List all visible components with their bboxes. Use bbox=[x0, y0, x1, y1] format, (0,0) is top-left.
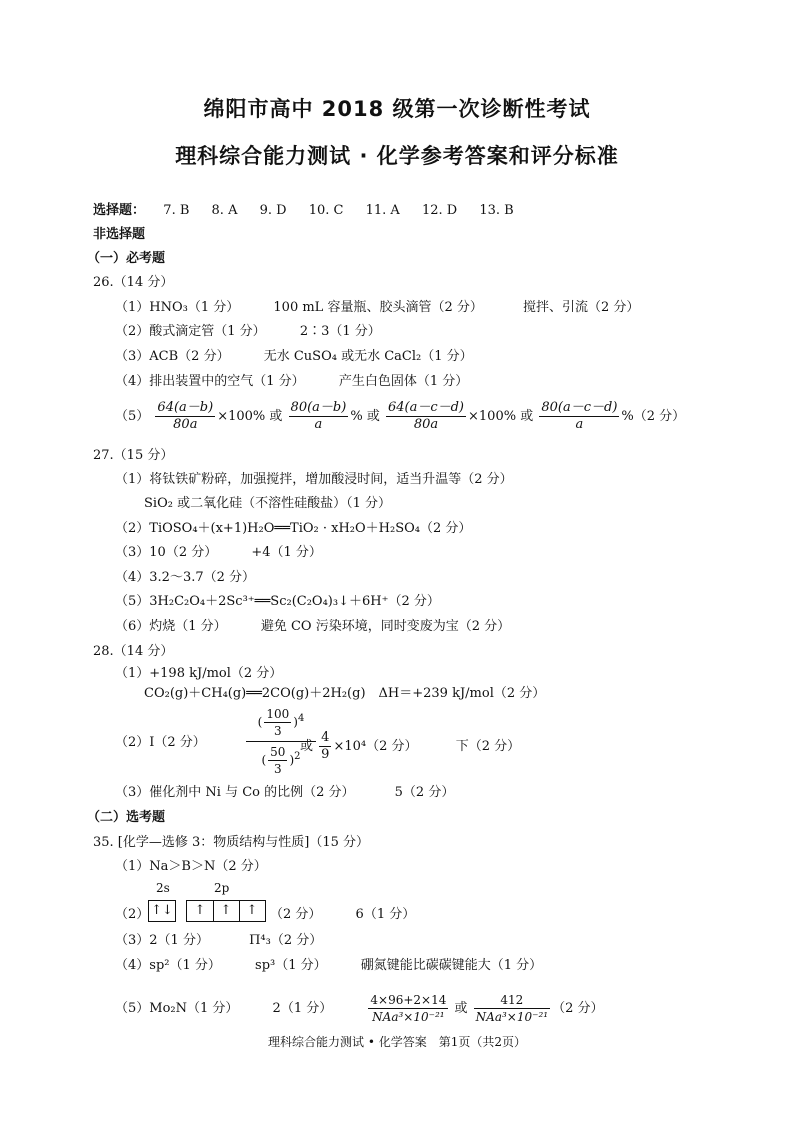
formula-fraction: $\frac{412}{\text{NAa³×10⁻²¹}}$ bbox=[475, 993, 549, 1024]
section-heading: （一）必考题 bbox=[87, 251, 166, 266]
answer-text: 2∶3（1 分） bbox=[299, 324, 381, 339]
orbital-2p-box: ↑ ↑ ↑ bbox=[186, 900, 266, 922]
answer-text: Π⁴₃（2 分） bbox=[249, 933, 323, 948]
mcq-answer: 8. A bbox=[211, 203, 238, 218]
answer-line-formulas: （5） $\frac{64(a-b)}{80a}$ ×100% 或 $\frac{80(a-b)}{a}$ % 或 $\frac{64(a-c-d)}{80a}$ ×100% 或 $\frac{80(a-c-d)}{a}$ %（2 分） bbox=[115, 400, 686, 432]
answer-line: 或 $\frac{4}{9}$ ×10⁴（2 分） 下（2 分） bbox=[300, 730, 521, 762]
answer-text: 下（2 分） bbox=[455, 739, 521, 754]
answer-text: （2 分） bbox=[270, 907, 322, 922]
question-heading: 26.（14 分） bbox=[93, 275, 174, 290]
answer-line bbox=[270, 906, 415, 924]
answer-line bbox=[115, 932, 322, 950]
answer-line bbox=[115, 299, 639, 317]
answer-line: （1）将钛铁矿粉碎，加强搅拌，增加酸浸时间，适当升温等（2 分） bbox=[115, 472, 513, 487]
answer-line bbox=[115, 784, 454, 802]
answer-text: （3）ACB（2 分） bbox=[115, 349, 230, 364]
answer-line bbox=[115, 957, 542, 975]
formula-fraction: $\frac{64(a-c-d)}{80a}$ bbox=[387, 400, 465, 432]
answer-text: 2（1 分） bbox=[272, 1001, 333, 1016]
formula-fraction: $\frac{80(a-c-d)}{a}$ bbox=[541, 400, 618, 432]
answer-line: CO₂(g)＋CH₄(g)══2CO(g)＋2H₂(g) ΔH＝+239 kJ/mol（2 分） bbox=[144, 686, 546, 701]
answer-text: （2）酸式滴定管（1 分） bbox=[115, 324, 266, 339]
answer-text: （5）Mo₂N（1 分） bbox=[115, 1001, 239, 1016]
answer-text: （3）2（1 分） bbox=[115, 933, 209, 948]
answer-line: （5）Mo₂N（1 分） 2（1 分） $\frac{4\times 96+2\times 14}{\text{NAa³×10⁻²¹}}$ 或 $\frac{412}{\text{NAa³×10⁻²¹}}$ （2 分） bbox=[115, 993, 604, 1024]
question-heading: 35. [化学—选修 3：物质结构与性质]（15 分） bbox=[93, 835, 370, 850]
answer-text: （5） bbox=[115, 409, 150, 424]
page-subtitle: 理科综合能力测试 · 化学参考答案和评分标准 bbox=[175, 144, 619, 168]
mcq-answer: 13. B bbox=[479, 203, 514, 218]
answer-line bbox=[115, 348, 473, 366]
mcq-label: 选择题： bbox=[93, 203, 146, 218]
answer-text: +4（1 分） bbox=[251, 545, 322, 560]
page-footer: 理科综合能力测试 • 化学答案 第1页（共2页） bbox=[268, 1035, 526, 1049]
answer-text: 避免 CO 污染环境，同时变废为宝（2 分） bbox=[260, 619, 511, 634]
answer-text: （6）灼烧（1 分） bbox=[115, 619, 227, 634]
mcq-answer: 10. C bbox=[308, 203, 344, 218]
answer-line: （2）TiOSO₄＋(x+1)H₂O══TiO₂ · xH₂O＋H₂SO₄（2 分） bbox=[115, 521, 472, 536]
answer-line bbox=[115, 544, 322, 562]
answer-text: （4）sp²（1 分） bbox=[115, 958, 221, 973]
answer-text: 6（1 分） bbox=[355, 907, 416, 922]
answer-text: sp³（1 分） bbox=[255, 958, 327, 973]
answer-text: （4）排出装置中的空气（1 分） bbox=[115, 374, 305, 389]
answer-line: （1）Na＞B＞N（2 分） bbox=[115, 859, 267, 874]
answer-text: 硼氮键能比碳碳键能大（1 分） bbox=[360, 958, 543, 973]
kp-expression: ( $\frac{100}{3}$ )$^4$ ( $\frac{50}{3}$ )$^2$ bbox=[246, 706, 316, 777]
section-heading: 非选择题 bbox=[93, 227, 146, 242]
mcq-answer: 12. D bbox=[421, 203, 458, 218]
answer-line: （1）+198 kJ/mol（2 分） bbox=[115, 666, 283, 681]
answer-line: （5）3H₂C₂O₄＋2Sc³⁺══Sc₂(C₂O₄)₃↓＋6H⁺（2 分） bbox=[115, 594, 440, 609]
answer-line bbox=[115, 323, 381, 341]
answer-line: SiO₂ 或二氧化硅（不溶性硅酸盐）（1 分） bbox=[144, 496, 391, 511]
question-heading: 28.（14 分） bbox=[93, 644, 174, 659]
answer-text: 5（2 分） bbox=[394, 785, 455, 800]
mcq-answer: 7. B bbox=[163, 203, 190, 218]
answer-text: 产生白色固体（1 分） bbox=[338, 374, 469, 389]
answer-line bbox=[115, 618, 510, 636]
orbital-2s-box: ↑↓ bbox=[148, 900, 176, 922]
orbital-label-2s: 2s bbox=[156, 881, 170, 895]
section-heading: （二）选考题 bbox=[87, 810, 166, 825]
orbital-label-2p: 2p bbox=[214, 881, 230, 895]
answer-text: 搅拌、引流（2 分） bbox=[523, 300, 640, 315]
question-heading: 27.（15 分） bbox=[93, 448, 174, 463]
answer-text: （3）10（2 分） bbox=[115, 545, 218, 560]
formula-fraction: $\frac{64(a-b)}{80a}$ bbox=[157, 400, 214, 432]
answer-text: （1）HNO₃（1 分） bbox=[115, 300, 240, 315]
formula-fraction: $\frac{4\times 96+2\times 14}{\text{NAa³×10⁻²¹}}$ bbox=[370, 993, 447, 1024]
mcq-answer: 11. A bbox=[365, 203, 400, 218]
answer-line bbox=[115, 373, 468, 391]
answer-text: （2）I（2 分） bbox=[115, 735, 206, 750]
mcq-answer: 9. D bbox=[259, 203, 287, 218]
answer-text: 100 mL 容量瓶、胶头滴管（2 分） bbox=[273, 300, 483, 315]
answer-text: （3）催化剂中 Ni 与 Co 的比例（2 分） bbox=[115, 785, 355, 800]
formula-fraction: $\frac{80(a-b)}{a}$ bbox=[290, 400, 347, 432]
answer-text: 无水 CuSO₄ 或无水 CaCl₂（1 分） bbox=[263, 349, 473, 364]
answer-line: （4）3.2～3.7（2 分） bbox=[115, 570, 256, 585]
formula-fraction: $\frac{4}{9}$ bbox=[321, 730, 330, 762]
answer-text: （2） bbox=[115, 907, 150, 922]
page-title: 绵阳市高中 2018 级第一次诊断性考试 bbox=[203, 97, 591, 121]
mcq-row bbox=[93, 202, 514, 220]
